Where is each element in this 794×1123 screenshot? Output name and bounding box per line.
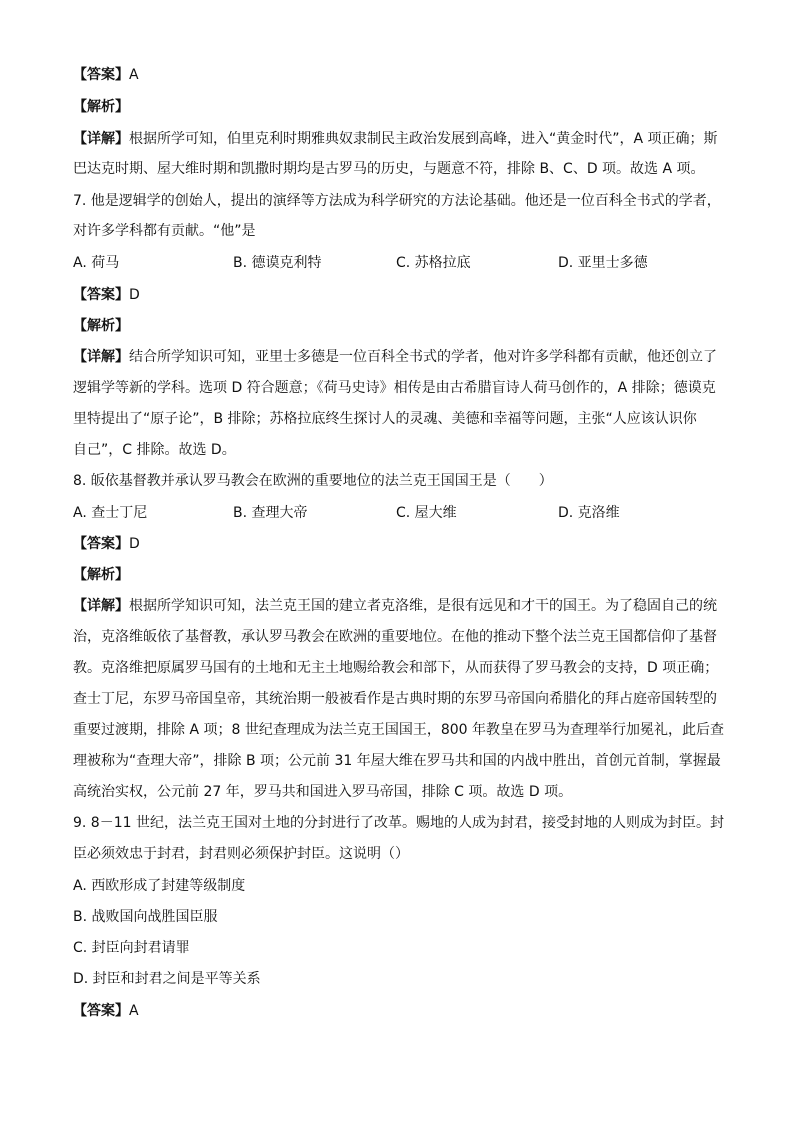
q8-detail-line-7: 高统治实权，公元前 27 年，罗马共和国进入罗马帝国，排除 C 项。故选 D 项。 [73,784,573,800]
q7-detail-line-1 [73,347,723,367]
q9-option-a: A. 西欧形成了封建等级制度 [73,878,246,894]
q9-stem-line-2: 臣必须效忠于封君，封君则必须保护封臣。这说明（） [73,846,409,862]
q7-analysis-label: 【解析】 [73,318,129,334]
q6-answer [73,65,723,85]
detail-text: 根据所学可知，伯里克利时期雅典奴隶制民主政治发展到高峰，进入“黄金时代”，A 项正确；斯 [129,131,718,147]
q7-detail-line-3: 里特提出了“原子论”，B 排除；苏格拉底终生探讨人的灵魂、美德和幸福等问题，主张“人应该认识你 [73,411,697,427]
q8-detail-line-4: 查士丁尼，东罗马帝国皇帝，其统治期一般被看作是古典时期的东罗马帝国向希腊化的拜占庭帝国转型的 [73,691,717,707]
q6-analysis-label: 【解析】 [73,99,129,115]
q7-stem-line-1: 7. 他是逻辑学的创始人，提出的演绎等方法成为科学研究的方法论基础。他还是一位百科全书式的学者， [73,193,721,209]
q8-analysis-label: 【解析】 [73,567,129,583]
q8-option-a: A. 查士丁尼 [73,505,148,521]
detail-text: 结合所学知识可知，亚里士多德是一位百科全书式的学者，他对许多学科都有贡献，他还创立了 [129,349,717,365]
q7-option-b: B. 德谟克利特 [233,255,322,271]
q8-detail-line-2: 治，克洛维皈依了基督教，承认罗马教会在欧洲的重要地位。在他的推动下整个法兰克王国都信仰了基督 [73,629,717,645]
q8-answer [73,534,723,554]
q8-detail-line-6: 理被称为“查理大帝”，排除 B 项；公元前 31 年屋大维在罗马共和国的内战中胜出，首创元首制，掌握最 [73,753,721,769]
q8-option-d: D. 克洛维 [558,505,620,521]
answer-label: 【答案】 [73,1003,129,1019]
q6-detail-line-1 [73,129,723,149]
answer-label: 【答案】 [73,536,129,552]
q7-option-c: C. 苏格拉底 [396,255,471,271]
q7-option-d: D. 亚里士多德 [558,255,648,271]
q7-detail-line-4: 自己”，C 排除。故选 D。 [73,442,236,458]
q7-option-a: A. 荷马 [73,255,120,271]
detail-label: 【详解】 [73,598,129,614]
q8-option-c: C. 屋大维 [396,505,457,521]
q8-detail-line-1 [73,596,723,616]
detail-label: 【详解】 [73,349,129,365]
q7-detail-line-2: 逻辑学等新的学科。选项 D 符合题意；《荷马史诗》相传是由古希腊盲诗人荷马创作的，A 排除；德谟克 [73,380,716,396]
q9-option-b: B. 战败国向战胜国臣服 [73,909,218,925]
q8-option-b: B. 查理大帝 [233,505,308,521]
q8-detail-line-5: 重要过渡期，排除 A 项；8 世纪查理成为法兰克王国国王，800 年教皇在罗马为查理举行加冕礼，此后查 [73,722,725,738]
q7-answer [73,285,723,305]
q6-detail-line-2: 巴达克时期、屋大维时期和凯撒时期均是古罗马的历史，与题意不符，排除 B、C、D 项。故选 A 项。 [73,161,705,177]
answer-value: D [129,536,140,552]
q7-stem-line-2: 对许多学科都有贡献。“他”是 [73,223,256,239]
detail-text: 根据所学知识可知，法兰克王国的建立者克洛维，是很有远见和才干的国王。为了稳固自己的统 [129,598,717,614]
q9-option-d: D. 封臣和封君之间是平等关系 [73,971,261,987]
q8-stem-line-1: 8. 皈依基督教并承认罗马教会在欧洲的重要地位的法兰克王国国王是（ ） [73,473,553,489]
q9-option-c: C. 封臣向封君请罪 [73,940,190,956]
answer-label: 【答案】 [73,287,129,303]
q8-detail-line-3: 教。克洛维把原属罗马国有的土地和无主土地赐给教会和部下，从而获得了罗马教会的支持，D 项正确； [73,660,719,676]
answer-label: 【答案】 [73,67,129,83]
answer-value: A [129,1003,139,1019]
q9-stem-line-1: 9. 8－11 世纪，法兰克王国对土地的分封进行了改革。赐地的人成为封君，接受封地的人则成为封臣。封 [73,815,724,831]
q9-answer [73,1001,723,1021]
detail-label: 【详解】 [73,131,129,147]
answer-value: D [129,287,140,303]
answer-value: A [129,67,139,83]
